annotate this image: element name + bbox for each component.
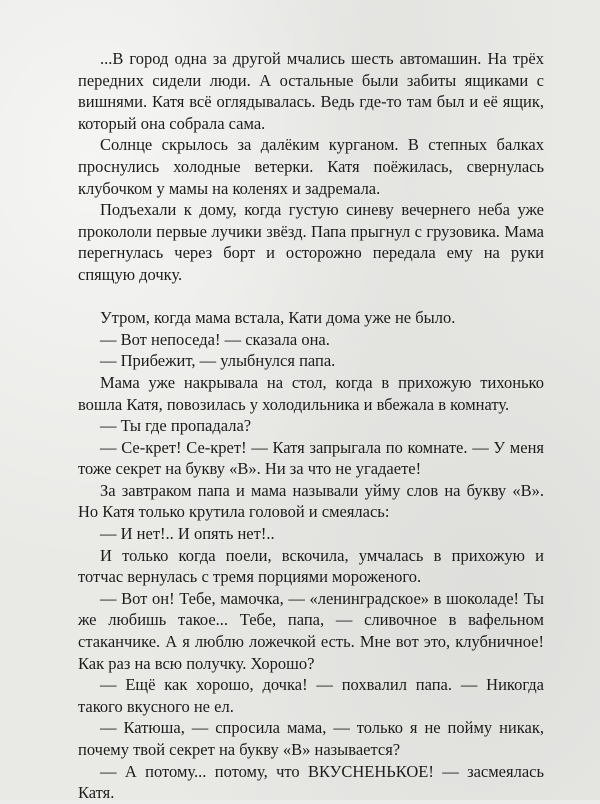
- paragraph: И только когда поели, вскочила, умчалась в прихожую и тотчас вернулась с тремя порциями мороженого.: [78, 545, 544, 587]
- section-break: [78, 286, 544, 308]
- paragraph: За завтраком папа и мама называли уйму слов на букву «В». Но Катя только крутила головой и смеялась:: [78, 480, 544, 522]
- dialogue-line: — И нет!.. И опять нет!..: [100, 524, 275, 544]
- dialogue-line: — Вот он! Тебе, мамочка, — «ленинградское» в шоколаде! Ты же любишь такое... Тебе, папа, — сливочное в вафельном стаканчике. А я люблю ложечкой есть. Мне вот это, клубничное! Как раз на всю получку. Хорошо?: [78, 588, 544, 673]
- paragraph: Утром, когда мама встала, Кати дома уже не было.: [100, 308, 456, 328]
- paragraph: ...В город одна за другой мчались шесть автомашин. На трёх передних сидели люди. А остальные были забиты ящиками с вишнями. Катя всё оглядывалась. Ведь где-то там был и её ящик, который она собрала сама.: [78, 49, 544, 133]
- paragraph: Мама уже накрывала на стол, когда в прихожую тихонько вошла Катя, повозилась у холодильника и вбежала в комнату.: [78, 372, 544, 414]
- dialogue-line: — А потому... потому, что ВКУСНЕНЬКОЕ! — засмеялась Катя.: [78, 761, 544, 803]
- paragraph: Солнце скрылось за далёким курганом. В степных балках проснулись холодные ветерки. Катя поёжилась, свернулась клубочком у мамы на коленях и задремала.: [78, 135, 544, 198]
- dialogue-line: — Катюша, — спросила мама, — только я не пойму никак, почему твой секрет на букву «В» называется?: [78, 718, 544, 759]
- story-text: [78, 48, 544, 804]
- dialogue-line: — Вот непоседа! — сказала она.: [100, 329, 330, 349]
- dialogue-line: — Ещё как хорошо, дочка! — похвалил папа. — Никогда такого вкусного не ел.: [78, 675, 544, 716]
- paragraph: Подъехали к дому, когда густую синеву вечернего неба уже прокололи первые лучики звёзд. Папа прыгнул с грузовика. Мама перегнулась через борт и осторожно передала ему на руки спящую дочку.: [78, 200, 544, 284]
- dialogue-line: — Прибежит, — улыбнулся папа.: [100, 351, 336, 371]
- dialogue-line: — Се-крет! Се-крет! — Катя запрыгала по комнате. — У меня тоже секрет на букву «В». Ни за что не угадаете!: [78, 437, 544, 479]
- dialogue-line: — Ты где пропадала?: [100, 416, 252, 436]
